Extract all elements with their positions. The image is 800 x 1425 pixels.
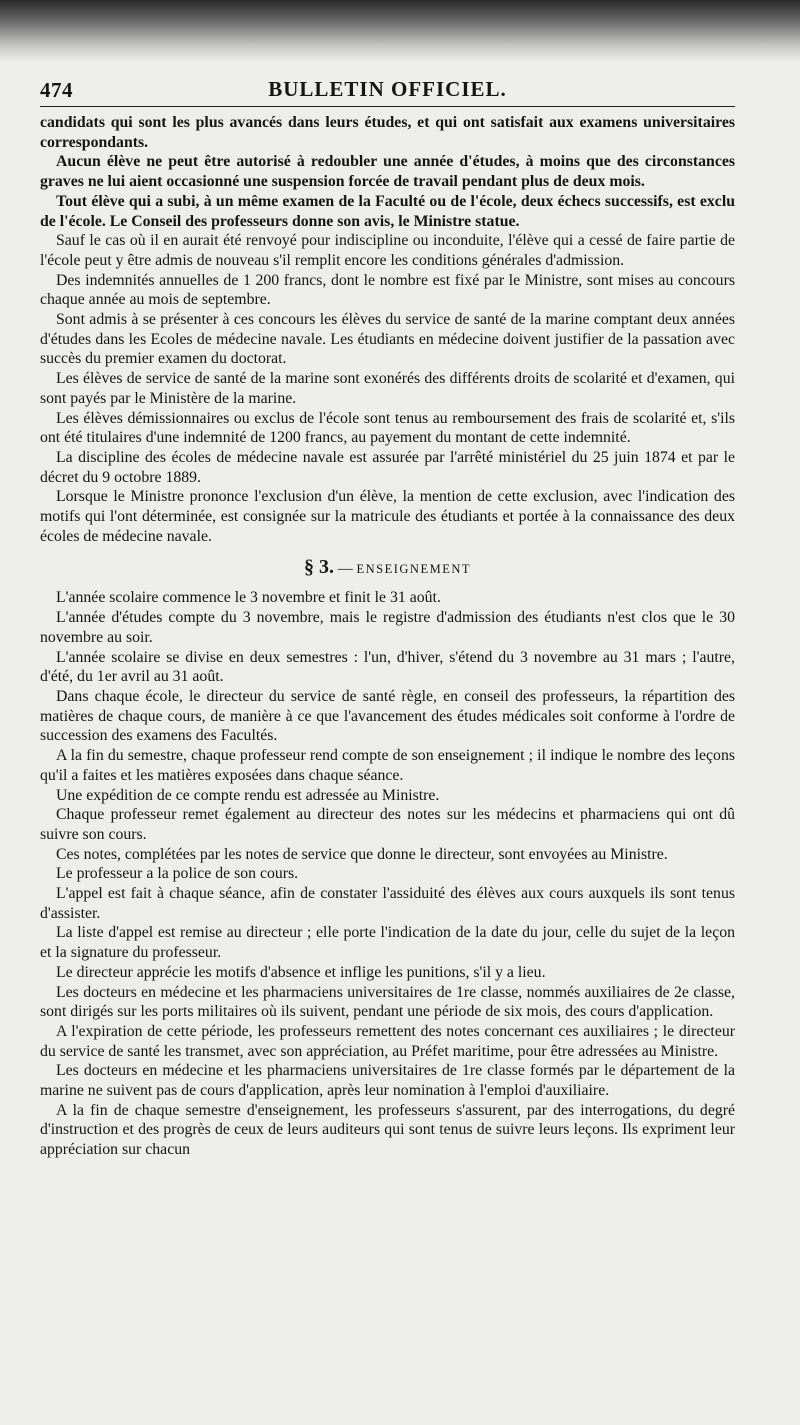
paragraph: La liste d'appel est remise au directeur ; elle porte l'indication de la date du jour, celle du sujet de la leçon et la signature du professeur. — [40, 924, 735, 962]
journal-title: BULLETIN OFFICIEL. — [268, 77, 507, 101]
paragraph: Les élèves de service de santé de la marine sont exonérés des différents droits de scolarité et d'examen, qui sont payés par le Ministère de la marine. — [40, 370, 735, 407]
paragraph: Sont admis à se présenter à ces concours les élèves du service de santé de la marine comptant deux années d'études dans les Ecoles de médecine navale. Les étudiants en médecine doivent justifier de la passation avec succès du premier examen du doctorat. — [40, 311, 735, 368]
running-head — [40, 76, 735, 107]
paragraph: Tout élève qui a subi, à un même examen de la Faculté ou de l'école, deux échecs successifs, est exclu de l'école. Le Conseil des professeurs donne son avis, le Ministre statue. — [40, 192, 735, 230]
paragraph: Lorsque le Ministre prononce l'exclusion d'un élève, la mention de cette exclusion, avec l'indication des motifs qui l'ont déterminée, est consignée sur la matricule des étudiants et portée à la connaissance des deux écoles de médecine navale. — [40, 488, 735, 545]
paragraph: Les élèves démissionnaires ou exclus de l'école sont tenus au remboursement des frais de scolarité et, s'ils ont été titulaires d'une indemnité de 1200 francs, au payement du montant de cette indemnité. — [40, 409, 735, 447]
paragraph: Une expédition de ce compte rendu est adressée au Ministre. — [56, 786, 440, 804]
scan-edge-shadow — [0, 0, 800, 62]
paragraph: Sauf le cas où il en aurait été renvoyé pour indiscipline ou inconduite, l'élève qui a cessé de faire partie de l'école peut y être admis de nouveau s'il remplit encore les conditions générales d'admission. — [40, 232, 735, 269]
paragraph: L'année scolaire commence le 3 novembre et finit le 31 août. — [56, 589, 441, 607]
section-dash: — — [337, 561, 353, 578]
document-page — [40, 76, 735, 1160]
paragraph: L'appel est fait à chaque séance, afin de constater l'assiduité des élèves aux cours auxquels ils sont tenus d'assister. — [40, 885, 735, 922]
section-title: ENSEIGNEMENT — [356, 562, 471, 577]
paragraph: Le professeur a la police de son cours. — [56, 865, 299, 883]
paragraph: L'année scolaire se divise en deux semestres : l'un, d'hiver, s'étend du 3 novembre au 31 mars ; l'autre, d'été, du 1er avril au 31 août. — [40, 648, 735, 686]
paragraph: Dans chaque école, le directeur du service de santé règle, en conseil des professeurs, la répartition des matières de chaque cours, de manière à ce que l'avancement des études médicales soit conforme à l'ordre de succession des examens des Facultés. — [40, 687, 735, 745]
paragraph: A la fin du semestre, chaque professeur rend compte de son enseignement ; il indique le nombre des leçons qu'il a faites et les matières exposées dans chaque séance. — [40, 747, 735, 784]
paragraph: Le directeur apprécie les motifs d'absence et inflige les punitions, s'il y a lieu. — [56, 963, 546, 981]
page-number: 474 — [40, 78, 73, 102]
paragraph: A la fin de chaque semestre d'enseignement, les professeurs s'assurent, par des interrogations, du degré d'instruction et des progrès de ceux de leurs auditeurs qui sont tenus de suivre leurs leçons. Ils expriment leur appréciation sur chacun — [40, 1101, 735, 1159]
paragraph: candidats qui sont les plus avancés dans leurs études, et qui ont satisfait aux examens universitaires correspondants. — [40, 114, 735, 151]
paragraph: Les docteurs en médecine et les pharmaciens universitaires de 1re classe, nommés auxiliaires de 2e classe, sont dirigés sur les ports militaires où ils suivent, pendant une période de six mois, des cours d'application. — [40, 983, 735, 1021]
paragraph: La discipline des écoles de médecine navale est assurée par l'arrêté ministériel du 25 juin 1874 et par le décret du 9 octobre 1889. — [40, 448, 735, 486]
paragraph: L'année d'études compte du 3 novembre, mais le registre d'admission des étudiants n'est clos que le 30 novembre au soir. — [40, 609, 735, 646]
paragraph: Les docteurs en médecine et les pharmaciens universitaires de 1re classe formés par le département de la marine ne suivent pas de cours d'application, après leur nomination à l'emploi d'auxiliaire. — [40, 1062, 735, 1100]
paragraph: A l'expiration de cette période, les professeurs remettent des notes concernant ces auxiliaires ; le directeur du service de santé les transmet, avec son appréciation, au Préfet maritime, pour être adressées au Ministre. — [40, 1022, 735, 1060]
section-number: § 3. — [303, 556, 334, 579]
paragraph: Des indemnités annuelles de 1 200 francs, dont le nombre est fixé par le Ministre, sont mises au concours chaque année au mois de septembre. — [40, 271, 735, 309]
paragraph: Aucun élève ne peut être autorisé à redoubler une année d'études, à moins que des circonstances graves ne lui aient occasionné une suspension forcée de travail pendant plus de deux mois. — [40, 153, 735, 191]
paragraph: Chaque professeur remet également au directeur des notes sur les médecins et pharmaciens qui ont dû suivre son cours. — [40, 806, 735, 843]
section-heading — [40, 556, 735, 580]
paragraph: Ces notes, complétées par les notes de service que donne le directeur, sont envoyées au Ministre. — [56, 845, 668, 863]
